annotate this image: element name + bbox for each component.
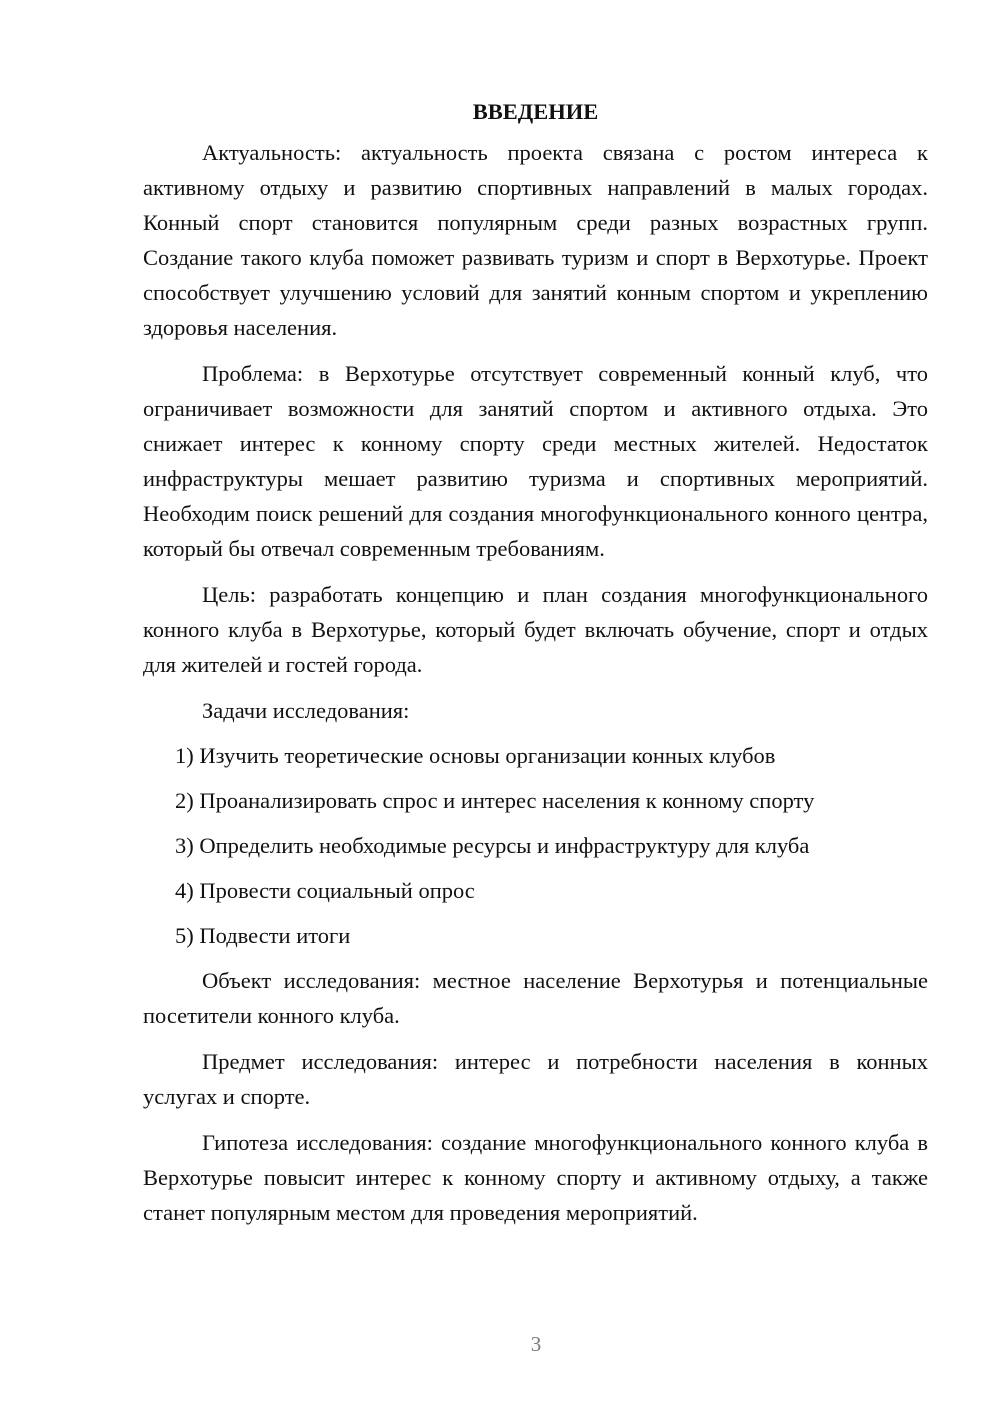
- task-item-5: 5) Подвести итоги: [175, 923, 351, 948]
- paragraph-problem: Проблема: в Верхотурье отсутствует современный конный клуб, что ограничивает возможности для занятий спортом и активного отдыха. Это снижает интерес к конному спорту среди местных жителей. Недостаток инфраструктуры мешает развитию туризма и спортивных мероприятий. Необходим поиск решений для создания многофункционального конного центра, который бы отвечал современным требованиям.: [143, 361, 928, 561]
- page-content: [143, 94, 928, 1241]
- paragraph-relevance: Актуальность: актуальность проекта связана с ростом интереса к активному отдыху и развитию спортивных направлений в малых городах. Конный спорт становится популярным среди разных возрастных групп. Создание такого клуба поможет развивать туризм и спорт в Верхотурье. Проект способствует улучшению условий для занятий конным спортом и укреплению здоровья населения.: [143, 140, 928, 340]
- paragraph-hypothesis: Гипотеза исследования: создание многофункционального конного клуба в Верхотурье повысит интерес к конному спорту и активному отдыху, а также станет популярным местом для проведения мероприятий.: [143, 1130, 928, 1225]
- paragraph-subject: Предмет исследования: интерес и потребности населения в конных услугах и спорте.: [143, 1049, 928, 1109]
- paragraph-object: Объект исследования: местное население Верхотурья и потенциальные посетители конного клуба.: [143, 968, 928, 1028]
- task-item-3: 3) Определить необходимые ресурсы и инфраструктуру для клуба: [175, 833, 810, 858]
- task-item-1: 1) Изучить теоретические основы организации конных клубов: [175, 743, 776, 768]
- page-number: 3: [530, 1332, 542, 1356]
- task-item-2: 2) Проанализировать спрос и интерес населения к конному спорту: [175, 788, 815, 813]
- tasks-title: Задачи исследования:: [202, 698, 410, 723]
- task-item-4: 4) Провести социальный опрос: [175, 878, 475, 903]
- paragraph-goal: Цель: разработать концепцию и план создания многофункционального конного клуба в Верхотурье, который будет включать обучение, спорт и отдых для жителей и гостей города.: [143, 582, 928, 677]
- section-heading: ВВЕДЕНИЕ: [472, 99, 599, 124]
